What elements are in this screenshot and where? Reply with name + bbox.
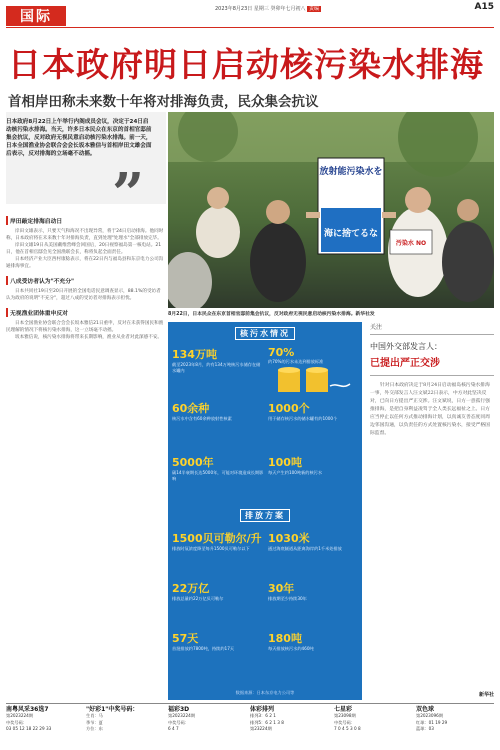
quote-mark-icon: ” [112,161,145,227]
stat-text: 碳14半衰期长达5000年，可能对环境造成长期影响 [172,470,264,481]
subhead: 首相岸田称未来数十年将对排海负责，民众集会抗议 [8,94,319,110]
plan-cell [268,630,358,652]
header-rule [6,27,494,28]
title-rule [370,375,494,376]
stat-cell [268,400,358,422]
stat-value: 1000个 [268,402,310,415]
section-heading: 无视渔业团体重申反对 [6,308,164,317]
sidebar-title-line2: 已提出严正交涉 [370,358,440,369]
lottery-line: 第2023224期 [6,713,34,719]
plan-text: 排放时氚浓度降至每升1500贝可勒尔以下 [172,546,250,551]
plan-text: 排放总量约22万亿贝可勒尔 [172,596,224,601]
right-column [370,322,494,700]
lottery-line: 中奖号码： [168,719,189,725]
page-number: A15 [474,2,494,12]
plan-value: 1500贝可勒尔/升 [172,532,262,545]
lottery-line: 6 4 7 [168,726,179,732]
lottery-line: 第23224期 [250,726,272,732]
lottery-line: 中奖号码： [6,719,27,725]
lottery-block [86,707,138,733]
section-heading: 岸田敲定排海启动日 [6,216,164,225]
stat-value: 70% [268,346,295,359]
plan-text: 每天排放核污水约460吨 [268,646,314,651]
infographic-title [168,510,362,521]
infographic-title [168,328,362,339]
photo-caption: 8月22日，日本民众在东京首相官邸前集会抗议，反对政府无视民意启动核污染水排海。新华社发 [168,312,375,317]
page-header [0,0,500,28]
stat-value: 100吨 [268,456,302,469]
lottery-line: 生肖：马 [86,713,103,719]
body-paragraph: 日本经济产业大臣西村康稔表示，将在22日内与福岛县和东京电力公司沟通排海事宜。 [6,257,164,269]
protest-photo-graphic [168,112,494,308]
plan-cell [268,580,358,602]
stat-value: 5000年 [172,456,214,469]
lead-paragraph: 日本政府8月22日上午举行内阁成员会议，决定于24日启动核污染水排海。当天，许多日本民众在东京的首相官邸前集会抗议，反对政府无视民意启动核污染水排海。前一天，日本全国渔业协会联合会会长坂本雅信与首相岸田文雄会面后表示，反对排海的立场毫不动摇。 [6,119,152,157]
lottery-block [416,707,447,733]
sign-line-1: 放射能污染水を [319,167,383,177]
stat-value: 134万吨 [172,348,217,361]
section-heading: 八成受访者认为"不充分" [6,276,164,285]
date-line [215,5,321,12]
lottery-line: 第2023224期 [168,713,196,719]
kicker-rule [370,334,494,335]
plan-text: 排放期至少持续30年 [268,596,307,601]
lottery-line: 第23098期 [334,713,356,719]
lottery-title: "好彩1"中奖号码： [86,706,139,713]
body-paragraph: 岸田文雄表示，只要天气和海况不出现异常，将于24日启动排海。他同时称，日本政府将在未来数十年对排海负责，直到处理"处理水"全部排放完毕。 [6,229,164,241]
lottery-block [6,707,51,733]
body-paragraph: 岸田文雄19日从美国戴维营峰会回国后，20日视察福岛第一核电站。21日，他在首相官邸会见全国渔联会长，称将负起全面责任。 [6,243,162,255]
plan-value: 22万亿 [172,582,210,595]
lottery-line: 中奖号码： [334,719,355,725]
lottery-block [168,707,195,733]
lottery-line: 季节：夏 [86,719,103,725]
plan-cell [172,580,264,602]
stat-text: 约70%的污水未达到排放标准 [268,359,324,364]
lottery-line: 7 0 4 5 3 0 8 [334,726,361,732]
infographic-panel [168,322,362,700]
lottery-title: 体彩排列 [250,706,275,713]
stat-cell [172,400,264,422]
stat-text: 截至2023年8月，约有134万吨核污水储存在储水罐内 [172,362,261,373]
plan-value: 30年 [268,582,295,595]
sidebar-title-line1: 中国外交部发言人： [370,342,442,351]
protest-photo [168,112,494,308]
issue-date: 2023年8月23日 星期三 癸卯年七月初八 [215,6,306,12]
lottery-line: 排列3：6 2 1 [250,713,276,719]
section-tag: 国际 [6,6,66,26]
stat-value: 60余种 [172,402,210,415]
left-body-column [6,216,164,700]
lottery-title: 双色球 [416,706,435,713]
plan-cell [172,630,264,652]
editor-tag: 责编 [309,6,320,12]
plan-value: 1030米 [268,532,310,545]
stat-cell [172,454,264,482]
plan-cell [172,530,264,552]
lottery-block [250,707,284,733]
byline: 新华社 [478,692,494,698]
stat-text: 每天产生约100吨新的核污水 [268,470,323,475]
stat-text: 用于储存核污水的储水罐有约1000个 [268,416,338,421]
body-paragraph: 坂本雅信说，核污染水排海将带来长期影响，渔业从业者对此深感不安。 [15,335,163,340]
body-paragraph: 日本共同社19日至20日开展的全国电话民意调查显示，88.1%的受访者认为政府的说明"不充分"，超过八成的受访者对排海表示担忧。 [6,289,161,301]
lottery-line: 蓝球：03 [416,726,434,732]
lottery-line: 第2023096期 [416,713,444,719]
kicker: 关注 [370,324,383,331]
infographic-title-text: 核污水情况 [235,327,295,340]
stat-cell [172,346,264,374]
stat-text: 核污水中含有60余种放射性核素 [172,416,232,421]
infographic-source: 数据来源：日本东京电力公司等 [235,690,295,695]
lottery-line: 红球：01 19 29 [416,719,448,725]
lottery-line: 方位：东 [86,726,103,732]
plan-value: 57天 [172,632,199,645]
plan-text: 通过海底隧道从距离海岸约1千米处排放 [268,546,342,551]
plan-cell [268,530,358,552]
lottery-footer [6,703,494,748]
infographic-title-text: 排放方案 [240,509,290,522]
sidebar-body: 针对日本政府决定于8月24日启动福岛核污染水排海一事，外交部发言人汪文斌22日表示，中方对此坚决反对，已向日方提出严正交涉。汪文斌说，日方一意孤行强推排海，是把自身利益凌驾于全人类长远福祉之上。日方应当停止以任何方式推动排海计划，以真诚友善态度同周边邻国沟通，以负责任的方式处置核污染水，接受严格国际监督。 [370,383,490,436]
sign-line-2: 海に捨てるな [323,229,379,239]
headline: 日本政府明日启动核污染水排海 [8,45,484,84]
lottery-line: 排列5：6 2 1 3 8 [250,719,284,725]
stat-cell [268,454,358,476]
storage-tank-icon [272,362,352,396]
lottery-title: 南粤风采36选7 [6,706,49,713]
lottery-line: 03 05 12 18 22 29 33 [6,726,52,732]
protest-sign [318,158,384,254]
plan-text: 首批排放约7800吨，持续约17天 [172,646,235,651]
secondary-sign [390,230,432,254]
plan-value: 180吨 [268,632,302,645]
lottery-block [334,707,361,733]
body-paragraph: 日本全国渔业协会联合会会长坂本雅信21日重申，反对在未获得国民和渔民理解的情况下将核污染水排海，这一立场毫不动摇。 [6,321,164,333]
secondary-sign-text: 汚染水 NO [395,240,427,247]
lottery-title: 福彩3D [168,706,190,713]
lottery-title: 七星彩 [334,706,353,713]
